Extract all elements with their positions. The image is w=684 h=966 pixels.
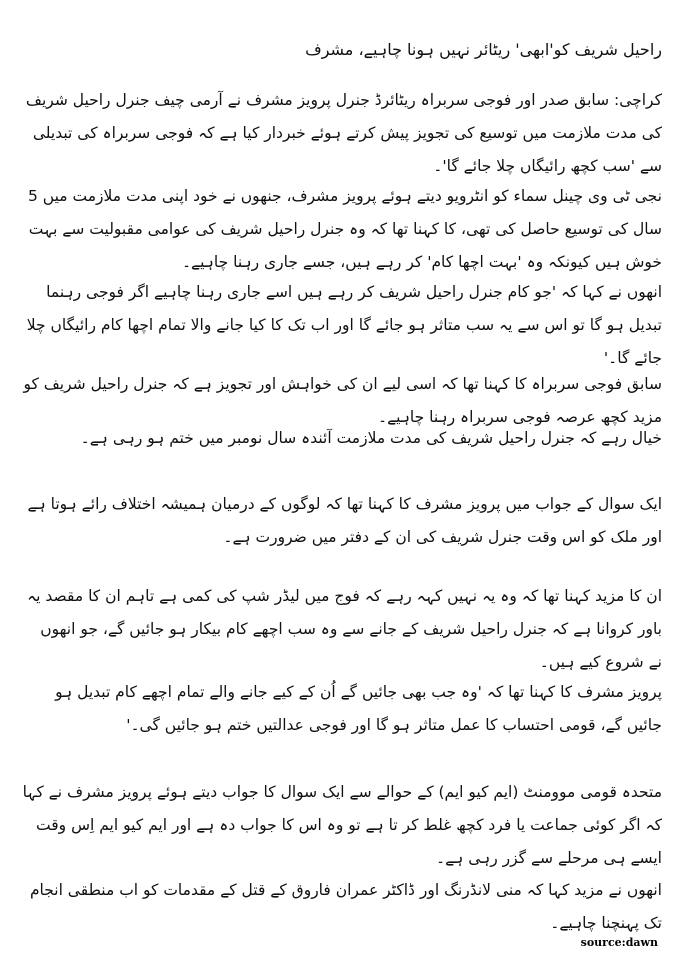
- article-headline: راحیل شریف کو'ابھی' ریٹائر نہیں ہونا چاہیے، مشرف: [305, 40, 662, 59]
- article-paragraph: ایک سوال کے جواب میں پرویز مشرف کا کہنا تھا کہ لوگوں کے درمیان ہمیشہ اختلاف رائے ہوتا ہے اور ملک کو اس وقت جنرل شریف کی ان کے دفتر میں ضرورت ہے۔: [27, 495, 662, 546]
- article-paragraph: ان کا مزید کہنا تھا کہ وہ یہ نہیں کہہ رہے کہ فوج میں لیڈر شپ کی کمی ہے تاہم ان کا مقصد یہ باور کروانا ہے کہ جنرل راحیل شریف کے جانے سے وہ سب اچھے کام بیکار ہو جائیں گے، جو انھوں نے شروع کیے ہیں۔: [27, 587, 662, 671]
- article-paragraph: خیال رہے کہ جنرل راحیل شریف کی مدت ملازمت آئندہ سال نومبر میں ختم ہو رہی ہے۔: [80, 429, 662, 447]
- article-paragraph: انھوں نے مزید کہا کہ منی لانڈرنگ اور ڈاکٹر عمران فاروق کے قتل کے مقدمات کو اب منطقی انجام تک پہنچنا چاہیے۔: [29, 881, 662, 932]
- article-paragraph: متحدہ قومی موومنٹ (ایم کیو ایم) کے حوالے سے ایک سوال کا جواب دیتے ہوئے پرویز مشرف نے کہا کہ اگر کوئی جماعت یا فرد کچھ غلط کر تا ہے تو وہ اس کا جواب دہ ہے اور ایم کیو ایم اِس وقت ایسے ہی مرحلے سے گزر رہی ہے۔: [22, 783, 662, 867]
- article-paragraph: پرویز مشرف کا کہنا تھا کہ 'وہ جب بھی جائیں گے اُن کے کیے جانے والے تمام اچھے کام تبدیل ہو جائیں گے، قومی احتساب کا عمل متاثر ہو گا اور فوجی عدالتیں ختم ہو جائیں گی۔': [55, 683, 662, 734]
- article-paragraph: سابق فوجی سربراہ کا کہنا تھا کہ اسی لیے ان کی خواہش اور تجویز ہے کہ جنرل راحیل شریف کو مزید کچھ عرصہ فوجی سربراہ رہنا چاہیے۔: [23, 375, 662, 426]
- article-paragraph: انھوں نے کہا کہ 'جو کام جنرل راحیل شریف کر رہے ہیں اسے جاری رہنا چاہیے اگر فوجی رہنما تبدیل ہو گا تو اس سے یہ سب متاثر ہو جائے گا اور اب تک کا کیا جانے والا تمام اچھا کام رائیگاں چلا جائے گا۔': [26, 283, 662, 367]
- article-paragraph: کراچی: سابق صدر اور فوجی سربراہ ریٹائرڈ جنرل پرویز مشرف نے آرمی چیف جنرل راحیل شریف کی مدت ملازمت میں توسیع کی تجویز پیش کرتے ہوئے خبردار کیا ہے کہ فوجی سربراہ کی تبدیلی سے 'سب کچھ رائیگاں چلا جائے گا'۔: [25, 91, 662, 175]
- source-credit: source:dawn: [580, 936, 658, 949]
- article-paragraph: نجی ٹی وی چینل سماء کو انٹرویو دیتے ہوئے پرویز مشرف، جنھوں نے خود اپنی مدت ملازمت میں 5 سال کی توسیع حاصل کی تھی، کا کہنا تھا کہ وہ جنرل راحیل شریف کی عوامی مقبولیت سے بہت خوش ہیں کیونکہ وہ 'بہت اچھا کام' کر رہے ہیں، جسے جاری رہنا چاہیے۔: [27, 187, 662, 271]
